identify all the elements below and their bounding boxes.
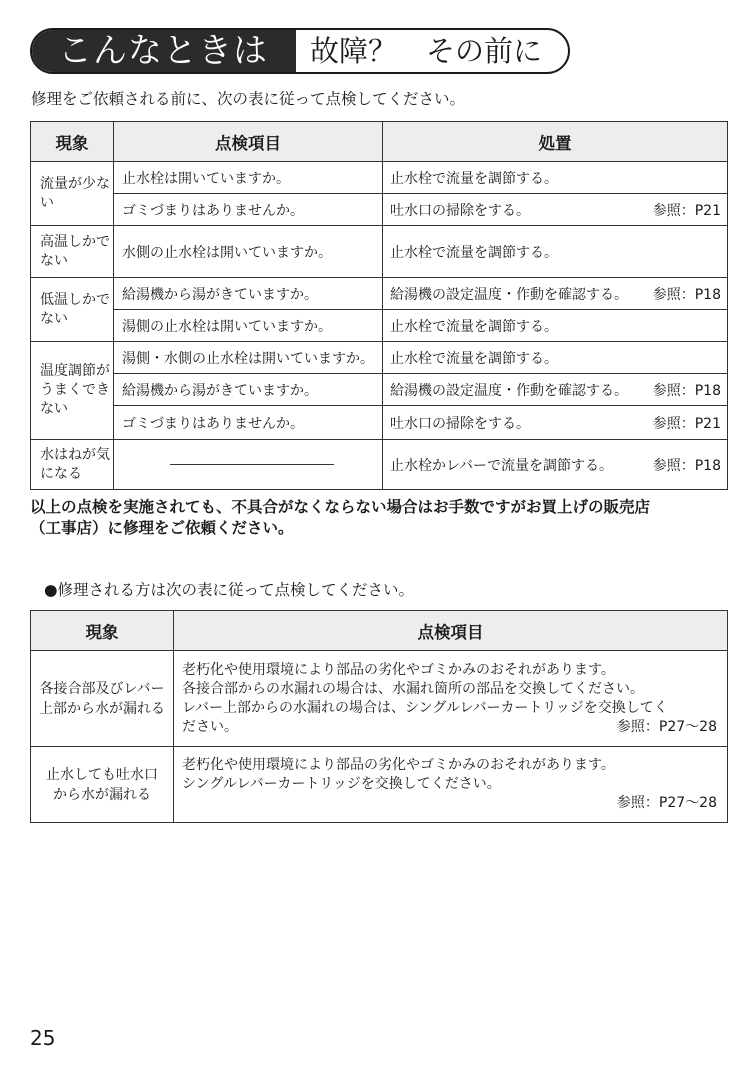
symptom-line: から水が漏れる xyxy=(53,786,151,803)
check-cell: 給湯機から湯がきていますか。 xyxy=(114,278,383,310)
check-cell: 湯側の止水栓は開いていますか。 xyxy=(114,310,383,342)
action-text: 止水栓で流量を調節する。 xyxy=(390,244,558,261)
action-cell xyxy=(383,162,728,194)
reference-text: 参照：P27～28 xyxy=(616,795,717,811)
header-title-sub: 故障？ その前に xyxy=(310,34,543,68)
action-text: 吐水口の掃除をする。 xyxy=(390,415,530,432)
repair-request-note xyxy=(30,497,650,539)
symptom-cell xyxy=(31,747,174,823)
reference-text: 参照：P21 xyxy=(652,202,721,219)
check-line: 老朽化や使用環境により部品の劣化やゴミかみのおそれがあります。 xyxy=(182,757,615,773)
symptom-cell: 水はねが気になる xyxy=(31,440,114,490)
header-action: 処置 xyxy=(383,122,728,162)
symptom-cell: 高温しかでない xyxy=(31,226,114,278)
table-row xyxy=(31,310,728,342)
symptom-cell: 流量が少ない xyxy=(31,162,114,226)
repair-check-table xyxy=(30,610,728,823)
check-cell: 給湯機から湯がきていますか。 xyxy=(114,374,383,406)
intro-text: 修理をご依頼される前に、次の表に従って点検してください。 xyxy=(31,90,466,108)
action-text: 止水栓で流量を調節する。 xyxy=(390,350,558,367)
action-text: 止水栓かレバーで流量を調節する。 xyxy=(390,457,614,474)
reference-line xyxy=(182,794,717,813)
reference-text: 参照：P18 xyxy=(652,286,721,303)
empty-dash xyxy=(170,464,334,465)
symptom-cell: 低温しかでない xyxy=(31,278,114,342)
symptom-line: 上部から水が漏れる xyxy=(39,700,165,717)
action-cell xyxy=(383,310,728,342)
action-cell xyxy=(383,278,728,310)
header-symptom: 現象 xyxy=(31,122,114,162)
header-title-main: こんなときは xyxy=(32,30,296,72)
check-line: 老朽化や使用環境により部品の劣化やゴミかみのおそれがあります。 xyxy=(182,661,615,678)
action-text: 給湯機の設定温度・作動を確認する。 xyxy=(390,286,628,303)
table-row xyxy=(31,162,728,194)
page-number: 25 xyxy=(30,1026,56,1050)
check-line: シングルレバーカートリッジを交換してください。 xyxy=(182,776,501,792)
table-row xyxy=(31,374,728,406)
check-cell xyxy=(174,651,728,747)
check-line: レバー上部からの水漏れの場合は、シングルレバーカートリッジを交換してく xyxy=(182,699,668,716)
action-cell xyxy=(383,226,728,278)
check-cell: 水側の止水栓は開いていますか。 xyxy=(114,226,383,278)
reference-text: 参照：P18 xyxy=(652,457,721,474)
check-cell: 止水栓は開いていますか。 xyxy=(114,162,383,194)
action-cell xyxy=(383,406,728,440)
reference-text: 参照：P21 xyxy=(652,415,721,432)
table-row xyxy=(31,226,728,278)
check-line xyxy=(182,718,717,737)
reference-text: 参照：P27～28 xyxy=(616,718,717,735)
note-line: （工事店）に修理をご依頼ください。 xyxy=(30,519,294,537)
table-row xyxy=(31,342,728,374)
action-cell xyxy=(383,194,728,226)
action-text: 止水栓で流量を調節する。 xyxy=(390,318,558,335)
reference-text: 参照：P18 xyxy=(652,382,721,399)
check-cell: 湯側・水側の止水栓は開いていますか。 xyxy=(114,342,383,374)
table-row xyxy=(31,651,728,747)
check-cell-empty xyxy=(114,440,383,490)
symptom-line: 各接合部及びレバー xyxy=(39,680,165,697)
header-check: 点検項目 xyxy=(114,122,383,162)
symptom-cell xyxy=(31,651,174,747)
header-check: 点検項目 xyxy=(174,611,728,651)
check-cell xyxy=(174,747,728,823)
table-row xyxy=(31,194,728,226)
table-row xyxy=(31,278,728,310)
table-header-row xyxy=(31,122,728,162)
action-cell xyxy=(383,440,728,490)
action-cell xyxy=(383,374,728,406)
note-line: 以上の点検を実施されても、不具合がなくならない場合はお手数ですがお買上げの販売店 xyxy=(30,498,651,516)
symptom-cell: 温度調節がうまくできない xyxy=(31,342,114,440)
table-row xyxy=(31,406,728,440)
table-row xyxy=(31,440,728,490)
check-cell: ゴミづまりはありませんか。 xyxy=(114,406,383,440)
header-symptom: 現象 xyxy=(31,611,174,651)
check-line-text: ださい。 xyxy=(182,718,238,735)
action-text: 止水栓で流量を調節する。 xyxy=(390,170,558,187)
troubleshooting-table xyxy=(30,121,728,490)
check-line: 各接合部からの水漏れの場合は、水漏れ箇所の部品を交換してください。 xyxy=(182,680,644,697)
symptom-line: 止水しても吐水口 xyxy=(46,766,158,783)
page-header xyxy=(30,28,570,74)
action-text: 給湯機の設定温度・作動を確認する。 xyxy=(390,382,628,399)
check-cell: ゴミづまりはありませんか。 xyxy=(114,194,383,226)
table-header-row xyxy=(31,611,728,651)
table-row xyxy=(31,747,728,823)
section-title: ●修理される方は次の表に従って点検してください。 xyxy=(44,581,415,599)
action-cell xyxy=(383,342,728,374)
action-text: 吐水口の掃除をする。 xyxy=(390,202,530,219)
